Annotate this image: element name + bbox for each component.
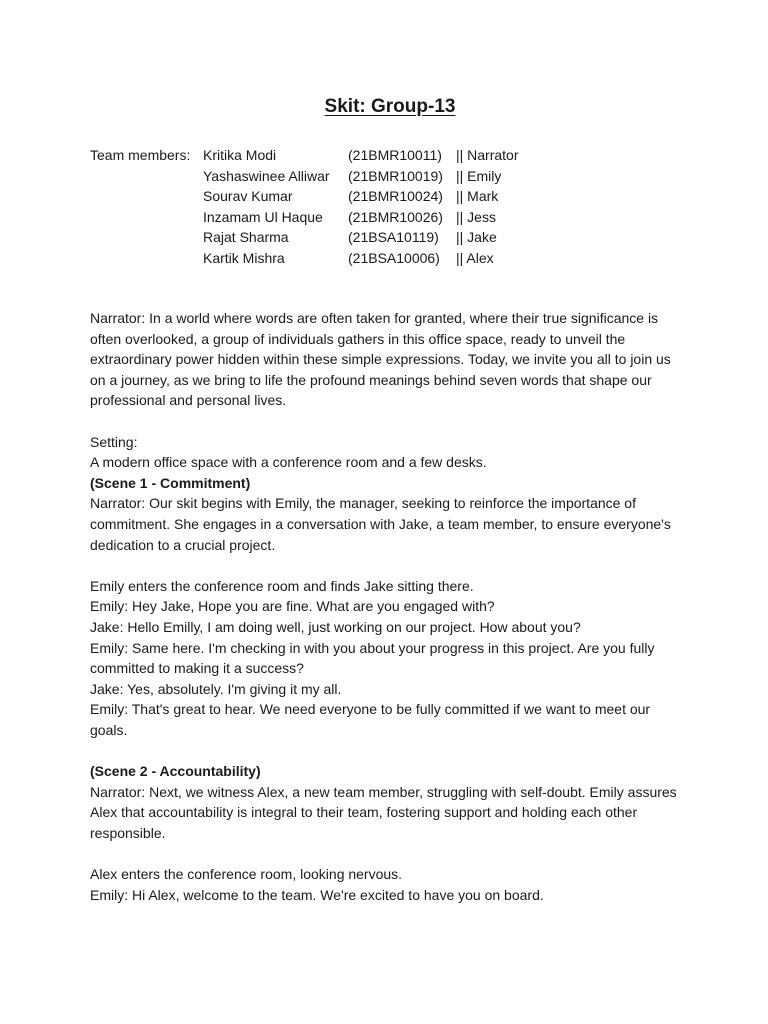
member-role: || Jess (456, 208, 496, 225)
team-member-row (90, 186, 690, 207)
team-member-row (90, 227, 690, 248)
team-members-label: Team members: (90, 147, 191, 163)
member-name: Rajat Sharma (203, 229, 289, 246)
member-name: Inzamam Ul Haque (203, 208, 323, 225)
dialogue-line: Alex enters the conference room, looking nervous. (90, 866, 403, 883)
team-member-row (90, 207, 690, 228)
member-name: Kartik Mishra (203, 249, 285, 266)
scene-2-narration: Narrator: Next, we witness Alex, a new team member, struggling with self-doubt. Emily assures Alex that accountability is integral to their team, fostering support and holding each other responsible. (90, 783, 677, 841)
dialogue-line: Emily: Hi Alex, welcome to the team. We're excited to have you on board. (90, 886, 544, 903)
scene-1-narration: Narrator: Our skit begins with Emily, the manager, seeking to reinforce the importance of commitment. She engages in a conversation with Jake, a team member, to ensure everyone's dedication to a crucial project. (90, 495, 671, 553)
paragraph-spacer (90, 740, 690, 761)
paragraph-spacer (90, 411, 690, 432)
setting-text: A modern office space with a conference room and a few desks. (90, 454, 487, 471)
dialogue-line: Emily: Hey Jake, Hope you are fine. What are you engaged with? (90, 598, 495, 615)
dialogue-line: Jake: Yes, absolutely. I'm giving it my all. (90, 680, 342, 697)
team-members-list (90, 145, 690, 269)
team-member-row (90, 145, 690, 166)
document-body (90, 308, 690, 905)
member-id: (21BMR10011) (348, 147, 442, 163)
member-name: Sourav Kumar (203, 188, 293, 205)
member-role: || Narrator (456, 147, 519, 163)
scene-2-heading: (Scene 2 - Accountability) (90, 763, 261, 780)
member-role: || Mark (456, 188, 499, 205)
member-name: Kritika Modi (203, 147, 277, 163)
paragraph-spacer (90, 843, 690, 864)
member-role: || Emily (456, 167, 502, 184)
setting-label: Setting: (90, 433, 138, 450)
dialogue-line: Jake: Hello Emilly, I am doing well, just working on our project. How about you? (90, 618, 581, 635)
member-id: (21BSA10006) (348, 249, 440, 266)
dialogue-line: Emily enters the conference room and finds Jake sitting there. (90, 577, 474, 594)
paragraph-spacer (90, 555, 690, 576)
member-id: (21BSA10119) (348, 229, 439, 246)
member-name: Yashaswinee Alliwar (203, 167, 330, 184)
intro-paragraph: Narrator: In a world where words are often taken for granted, where their true significance is often overlooked, a group of individuals gathers in this office space, ready to unveil the extraordinary power hidden within these simple expressions. Today, we invite you all to join us on a journey, as we bring to life the profound meanings behind seven words that shape our professional and personal lives. (90, 310, 671, 409)
member-role: || Alex (456, 249, 494, 266)
document-title: Skit: Group-13 (324, 96, 456, 117)
member-id: (21BMR10024) (348, 188, 443, 205)
member-id: (21BMR10026) (348, 208, 443, 225)
team-member-row (90, 166, 690, 187)
dialogue-line: Emily: That's great to hear. We need everyone to be fully committed if we want to meet our goals. (90, 701, 651, 738)
member-role: || Jake (456, 229, 497, 246)
team-member-row (90, 248, 690, 269)
member-id: (21BMR10019) (348, 167, 443, 184)
scene-1-heading: (Scene 1 - Commitment) (90, 474, 251, 491)
dialogue-line: Emily: Same here. I'm checking in with you about your progress in this project. Are you fully committed to making it a success? (90, 639, 655, 677)
